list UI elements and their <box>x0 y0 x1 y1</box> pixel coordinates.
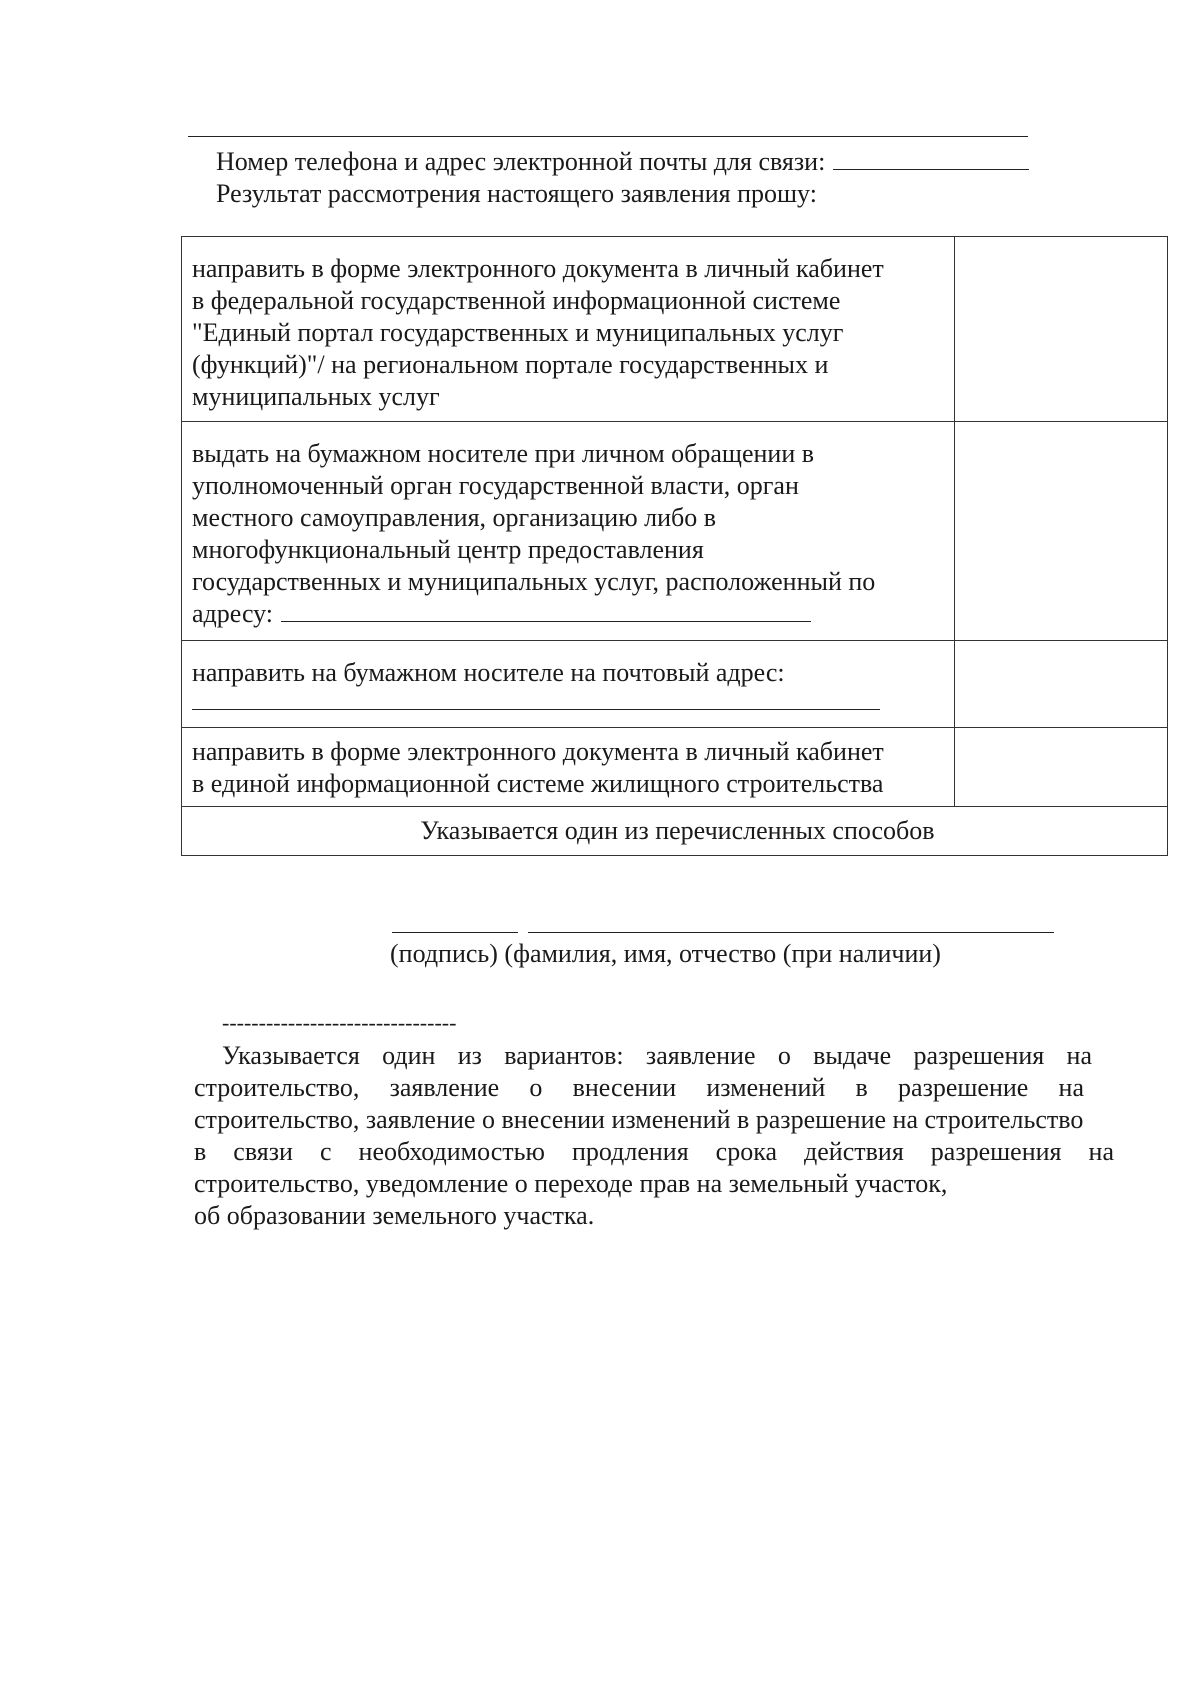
option-row-electronic-housing-system <box>182 728 1168 807</box>
option-row-paper-by-mail <box>182 641 1168 728</box>
option-text: направить на бумажном носителе на почтовый адрес: <box>182 641 955 728</box>
footnote-line: Указывается один из вариантов: заявление о выдаче разрешения на <box>222 1041 1092 1070</box>
option-check-cell[interactable] <box>955 237 1168 422</box>
table-footer-row <box>182 807 1168 856</box>
option-check-cell[interactable] <box>955 422 1168 641</box>
option-text: направить в форме электронного документа в личный кабинет в федеральной государственной информационной системе "Единый портал государственных и муниципальных услуг (функций)"/ на региональном портале государственных и муниципальных услуг <box>182 237 955 422</box>
address-blank-field[interactable] <box>281 599 811 622</box>
footnote-separator: -------------------------------- <box>222 1010 457 1035</box>
postal-address-blank-field[interactable] <box>192 691 880 710</box>
delivery-options-table <box>181 236 1168 856</box>
footnote-line: строительство, заявление о внесении изменений в разрешение на <box>194 1073 1084 1102</box>
contact-line <box>216 146 1029 178</box>
contact-blank-field[interactable] <box>833 147 1029 170</box>
table-footer-note: Указывается один из перечисленных способов <box>182 807 1168 856</box>
option-check-cell[interactable] <box>955 641 1168 728</box>
option-check-cell[interactable] <box>955 728 1168 807</box>
top-rule <box>188 136 1028 137</box>
footnote-line: об образовании земельного участка. <box>194 1201 595 1230</box>
footnote-line: строительство, уведомление о переходе прав на земельный участок, <box>194 1169 948 1198</box>
option-text: выдать на бумажном носителе при личном обращении в уполномоченный орган государственной власти, орган местного самоуправления, организацию либо в многофункциональный центр предоставления государственных и муниципальных услуг, расположенный по адресу: <box>182 422 955 641</box>
option-text: направить в форме электронного документа в личный кабинет в единой информационной системе жилищного строительства <box>182 728 955 807</box>
option-row-paper-in-person <box>182 422 1168 641</box>
contact-label: Номер телефона и адрес электронной почты для связи: <box>216 147 826 176</box>
request-label: Результат рассмотрения настоящего заявления прошу: <box>216 179 817 208</box>
footnote-line: в связи с необходимостью продления срока действия разрешения на <box>194 1137 1114 1166</box>
footnote <box>194 1040 1174 1232</box>
signature-blank-field[interactable] <box>392 932 518 933</box>
signature-caption: (подпись) (фамилия, имя, отчество (при наличии) <box>390 939 941 968</box>
full-name-blank-field[interactable] <box>528 932 1054 933</box>
option-row-electronic-portal <box>182 237 1168 422</box>
footnote-line: строительство, заявление о внесении изменений в разрешение на строительство <box>194 1105 1084 1134</box>
